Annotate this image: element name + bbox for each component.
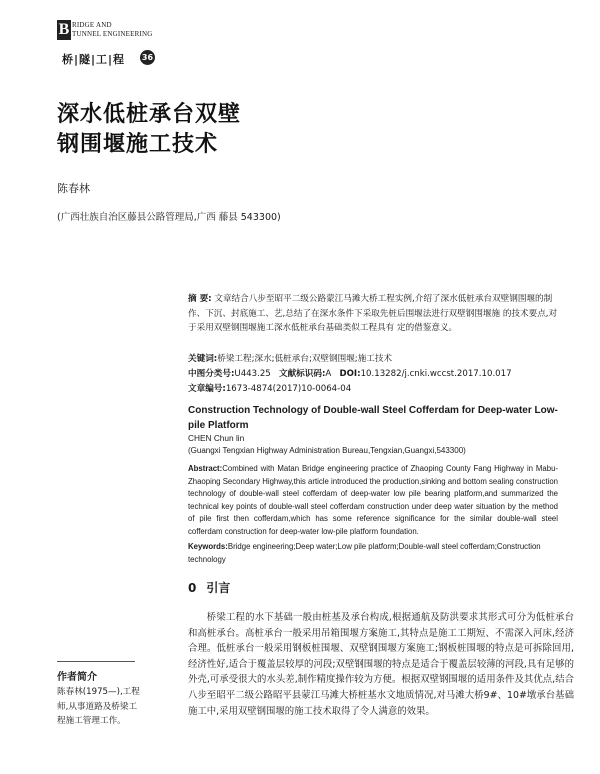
body-paragraph: 桥梁工程的水下基础一般由桩基及承台构成,根据通航及防洪要求其形式可分为低桩承台和高桩承台。高桩承台一般采用吊箱围堰方案施工,其特点是施工工期短、不需深入河床,经济合理。低桩承台一般采用钢板桩围堰、双壁钢围堰方案施工;钢板桩围堰的特点是可拆除回用,经济性好,适合于覆盖层较厚的河段;双壁钢围堰的特点是适合于覆盖层较薄的河段,具有足够的外壳,可承受很大的水头差,制作精度操作较为方便。根据双壁钢围堰的适用条件及其优点,结合八步至昭平二级公路昭平县蒙江马滩大桥桩基水文地质情况,对马滩大桥9#、10#墩承台基础施工中,采用双壁钢围堰的施工技术取得了令人满意的效果。: [188, 612, 574, 717]
chinese-abstract-label: 摘 要:: [188, 294, 212, 304]
article-number-line: [188, 382, 351, 394]
english-keywords-label: Keywords:: [188, 542, 228, 551]
section-title: 引言: [206, 581, 231, 595]
journal-logo-letter: B: [58, 21, 70, 38]
article-title-line1: 深水低桩承台双壁: [57, 102, 242, 127]
chinese-abstract-text: 文章结合八步至昭平二级公路蒙江马滩大桥工程实例,介绍了深水低桩承台双壁钢围堰的制作、下沉、封底施工、艺,总结了在深水条件下采取先桩后围堰法进行双壁钢围堰施 的技术要点,对于采用双壁钢围堰施工深水低桩承台基础类似工程具有 定的借鉴意义。: [188, 294, 558, 333]
chinese-abstract: [188, 292, 558, 336]
classification-line: [188, 367, 512, 379]
english-author: CHEN Chun lin: [188, 433, 245, 443]
doc-code-label: 文献标识码:: [278, 369, 326, 379]
doc-code-value: A: [325, 369, 332, 379]
journal-badge: 36: [140, 50, 155, 65]
article-title: [57, 100, 241, 160]
journal-english-line1: RIDGE AND: [72, 21, 112, 29]
english-abstract-label: Abstract:: [188, 464, 223, 473]
english-abstract: [188, 463, 558, 539]
journal-english-name: [72, 21, 153, 39]
doi-label: DOI:: [339, 369, 361, 379]
doi-value: 10.13282/j.cnki.wccst.2017.10.017: [360, 369, 512, 379]
author-affiliation: (广西壮族自治区藤县公路管理局,广西 藤县 543300): [57, 212, 281, 223]
author-bio-text: 陈春林(1975—),工程师,从事道路及桥梁工程施工管理工作。: [57, 687, 140, 726]
journal-english-line2: TUNNEL ENGINEERING: [72, 30, 153, 38]
article-number-label: 文章编号:: [188, 384, 226, 394]
english-keywords: [188, 541, 558, 566]
author-name: 陈春林: [57, 182, 90, 195]
chinese-keywords-label: 关键词:: [188, 354, 218, 364]
chinese-keywords-text: 桥梁工程;深水;低桩承台;双壁钢围堰;施工技术: [217, 354, 393, 364]
english-affiliation: (Guangxi Tengxian Highway Administration Bureau,Tengxian,Guangxi,543300): [188, 446, 466, 455]
article-number-value: 1673-4874(2017)10-0064-04: [225, 384, 352, 394]
author-bio-heading: 作者简介: [57, 672, 97, 683]
section-heading: [188, 579, 230, 596]
chinese-keywords: [188, 352, 392, 364]
section-number: 0: [188, 581, 197, 595]
english-abstract-text: Combined with Matan Bridge engineering practice of Zhaoping County Fang Highway in Mabu-Zhaoping Secondary Highway,this article introduced the production,sinking and bottom sealing construction technology of double-wall steel cofferdam of deep-water low pile bearing platform,and summarized the technical key points of double-wall steel cofferdam construction under deep water situation by the method of pile first then cofferdam,which has some reference significance for the similar double-wall steel cofferdam construction for deep-water low-pile platform foundation.: [188, 464, 558, 536]
clc-value: U443.25: [234, 369, 271, 379]
bio-divider: [57, 661, 135, 662]
journal-chinese-name: 桥|隧|工|程: [62, 53, 126, 66]
article-title-line2: 钢围堰施工技术: [57, 132, 219, 157]
english-keywords-text: Bridge engineering;Deep water;Low pile platform;Double-wall steel cofferdam;Construction technology: [188, 542, 541, 564]
clc-label: 中图分类号:: [188, 369, 235, 379]
english-title: Construction Technology of Double-wall Steel Cofferdam for Deep-water Low-pile Platform: [188, 405, 558, 431]
